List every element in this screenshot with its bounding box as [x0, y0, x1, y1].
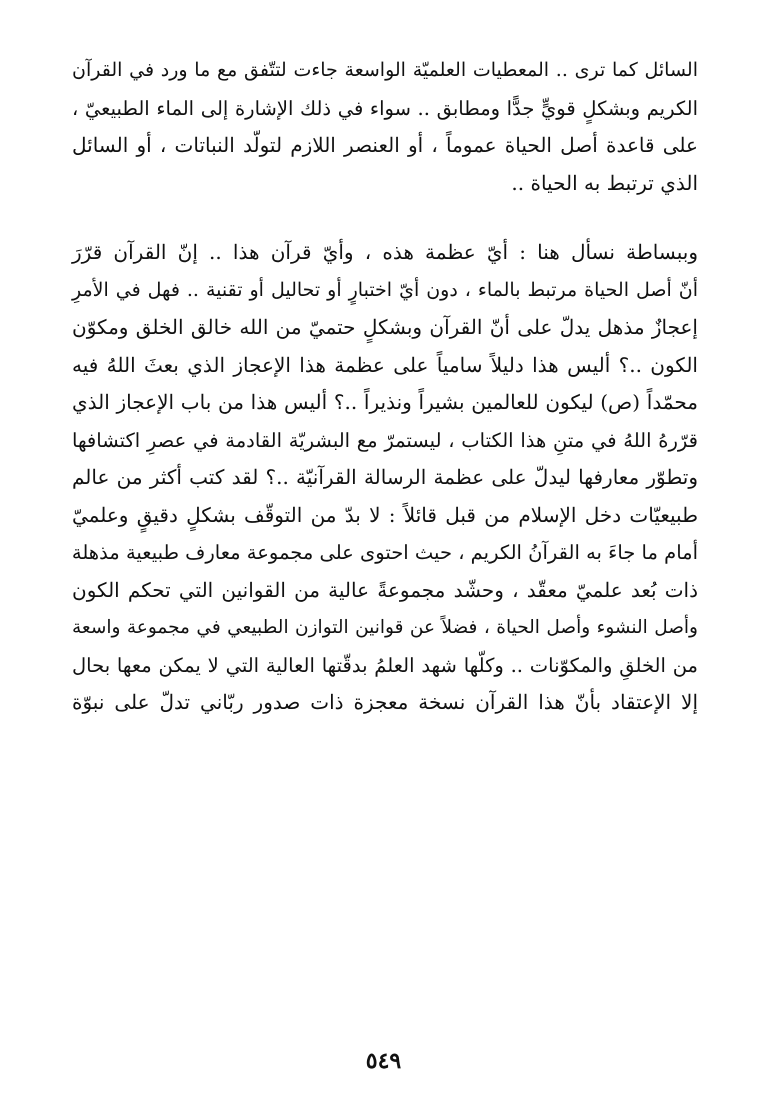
- text-line: طبيعيّات دخل الإسلام من قبل قائلاً : لا بدّ من التوقّف بشكلٍ دقيقٍ وعلميّ: [72, 502, 698, 527]
- text-line: ذات بُعد علميّ معقّد ، وحشّد مجموعةً عالية من القوانين التي تحكم الكون: [72, 577, 698, 602]
- paragraph-1: [72, 52, 698, 202]
- page-number: ٥٤٩: [365, 1048, 402, 1074]
- text-line: أنّ أصل الحياة مرتبط بالماء ، دون أيّ اختبارٍ أو تحاليل أو تقنية .. فهل في الأمرِ: [72, 278, 698, 301]
- text-line: محمّداً (ص) ليكون للعالمين بشيراً ونذيراً ..؟ أليس هذا من باب الإعجاز الذي: [72, 390, 698, 414]
- text-line: السائل كما ترى .. المعطيات العلميّة الواسعة جاءت لتتّفق مع ما ورد في القرآن: [72, 59, 698, 81]
- text-line: إلا الإعتقاد بأنّ هذا القرآن نسخة معجزة ذات صدور ربّاني تدلّ على نبوّة: [72, 690, 698, 714]
- text-line: إعجازٌ مذهل يدلّ على أنّ القرآن وبشكلٍ حتميّ من الله خالق الخلق ومكوّن: [72, 315, 698, 339]
- text-line: الكون ..؟ أليس هذا دليلاً سامياً على عظمة هذا الإعجاز الذي بعثَ اللهُ فيه: [72, 352, 698, 377]
- text-line: وببساطة نسأل هنا : أيّ عظمة هذه ، وأيّ قرآن هذا .. إنّ القرآن قرّرَ: [72, 240, 698, 264]
- text-line: من الخلقِ والمكوّنات .. وكلّها شهد العلمُ بدقّتها العالية التي لا يمكن معها بحال: [72, 653, 698, 677]
- text-line: وتطوّر معارفها ليدلّ على عظمة الرسالة القرآنيّة ..؟ لقد كتب أكثر من عالم: [72, 465, 698, 489]
- text-line: وأصل النشوء وأصل الحياة ، فضلاً عن قوانين التوازن الطبيعي في مجموعة واسعة: [72, 617, 698, 638]
- paragraph-2: [72, 234, 698, 722]
- text-line: الذي ترتبط به الحياة ..: [511, 170, 698, 195]
- text-line: قرّرهُ اللهُ في متنِ هذا الكتاب ، ليستمرّ مع البشريّة القادمة في عصرِ اكتشافها: [72, 428, 698, 452]
- text-line: الكريم وبشكلٍ قويٍّ جدًّا ومطابق .. سواء في ذلك الإشارة إلى الماء الطبيعيّ ،: [72, 96, 698, 120]
- page-body: [72, 52, 698, 722]
- paragraph-gap: [72, 202, 698, 234]
- text-line: على قاعدة أصل الحياة عموماً ، أو العنصر اللازم لتولّد النباتات ، أو السائل: [72, 133, 698, 157]
- text-line: أمام ما جاءَ به القرآنُ الكريم ، حيث احتوى على مجموعة معارف طبيعية مذهلة: [71, 541, 698, 564]
